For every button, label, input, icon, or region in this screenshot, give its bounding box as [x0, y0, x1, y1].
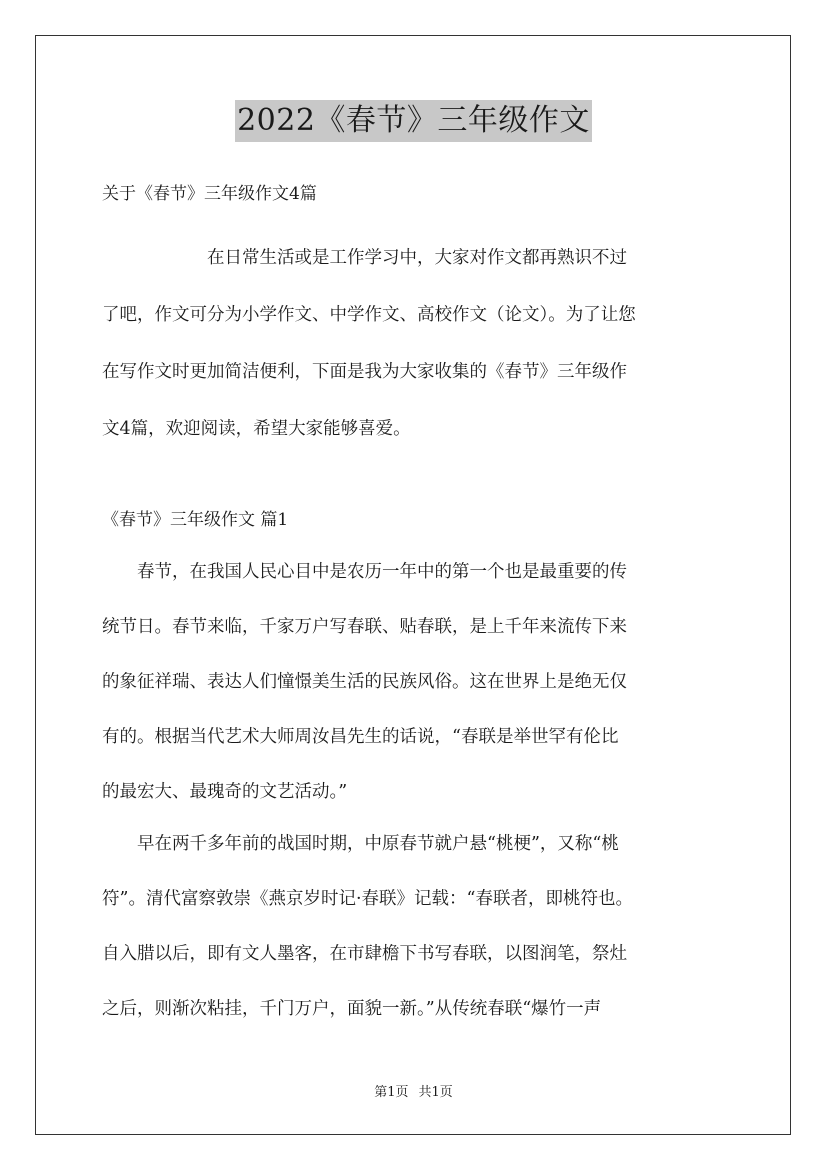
page-number-total: 共1页: [418, 1085, 453, 1100]
intro-line: 文4篇，欢迎阅读，希望大家能够喜爱。: [102, 419, 411, 439]
page-number-current: 第1页: [374, 1085, 409, 1100]
paragraph-line: 的最宏大、最瑰奇的文艺活动。”: [102, 782, 348, 802]
paragraph-line: 自入腊以后，即有文人墨客，在市肆檐下书写春联，以图润笔，祭灶: [102, 944, 627, 964]
paragraph-line: 的象征祥瑞、表达人们憧憬美生活的民族风俗。这在世界上是绝无仅: [102, 672, 627, 692]
paragraph-line: 符”。清代富察敦崇《燕京岁时记·春联》记载：“春联者，即桃符也。: [102, 889, 633, 909]
intro-line: 了吧，作文可分为小学作文、中学作文、高校作文（论文）。为了让您: [102, 305, 636, 325]
intro-paragraph: [102, 230, 726, 458]
document-title: 2022《春节》三年级作文: [235, 100, 592, 142]
paragraph-line: 春节，在我国人民心目中是农历一年中的第一个也是最重要的传: [102, 562, 627, 582]
page-footer: [0, 1084, 827, 1102]
body-paragraph-1: [102, 545, 726, 820]
paragraph-line: 之后，则渐次粘挂，千门万户，面貌一新。”从传统春联“爆竹一声: [102, 999, 602, 1019]
body-paragraph-2: [102, 817, 726, 1037]
intro-line: 在写作文时更加简洁便利，下面是我为大家收集的《春节》三年级作: [102, 362, 627, 382]
intro-line: 在日常生活或是工作学习中，大家对作文都再熟识不过: [102, 248, 627, 268]
document-subtitle: 关于《春节》三年级作文4篇: [102, 184, 317, 204]
section-heading: 《春节》三年级作文 篇1: [102, 510, 289, 530]
paragraph-line: 有的。根据当代艺术大师周汝昌先生的话说，“春联是举世罕有伦比: [102, 727, 619, 747]
paragraph-line: 早在两千多年前的战国时期，中原春节就户悬“桃梗”，又称“桃: [102, 834, 619, 854]
title-container: [0, 100, 827, 142]
paragraph-line: 统节日。春节来临，千家万户写春联、贴春联，是上千年来流传下来: [102, 617, 627, 637]
